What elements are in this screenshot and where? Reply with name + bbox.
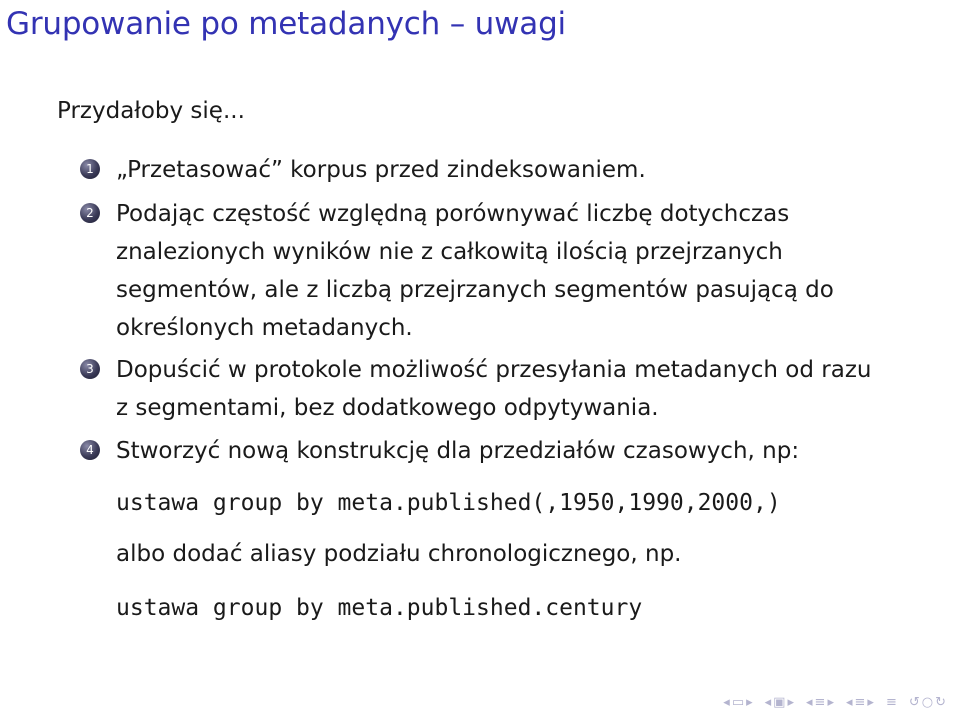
bullet-number-2: 2 bbox=[80, 203, 100, 223]
code-example-1: ustawa group by meta.published(,1950,1990,2000,) bbox=[116, 490, 781, 516]
nav-search-icon[interactable]: ↺ ○ ↻ bbox=[908, 695, 946, 710]
list-item-3-text: Dopuścić w protokole możliwość przesyłania metadanych od razu z segmentami, bez dodatkowego odpytywania. bbox=[116, 357, 872, 421]
nav-frame-icon[interactable]: ◂ ▣ ▸ bbox=[764, 695, 794, 710]
nav-first-icon[interactable]: ◂ ▭ ▸ bbox=[723, 695, 753, 710]
alias-note: albo dodać aliasy podziału chronologicznego, np. bbox=[116, 541, 682, 567]
list-item-4-text: Stworzyć nową konstrukcję dla przedziałów czasowych, np: bbox=[116, 438, 800, 464]
list-item-2-text: Podając częstość względną porównywać liczbę dotychczas znalezionych wyników nie z całkowitą ilością przejrzanych segmentów, ale z liczbą przejrzanych segmentów pasującą do określonych metadanych. bbox=[116, 201, 834, 341]
code-example-2: ustawa group by meta.published.century bbox=[116, 595, 643, 621]
nav-subsection-icon[interactable]: ◂ ≡ ▸ bbox=[806, 695, 834, 710]
bullet-number-1: 1 bbox=[80, 159, 100, 179]
beamer-navigation-bar bbox=[723, 695, 946, 710]
intro-text: Przydałoby się... bbox=[57, 98, 245, 124]
nav-appendix-icon[interactable]: ≡ bbox=[885, 695, 897, 710]
list-item-1-text: „Przetasować” korpus przed zindeksowaniem. bbox=[116, 157, 646, 183]
bullet-number-3: 3 bbox=[80, 359, 100, 379]
frame-title: Grupowanie po metadanych – uwagi bbox=[6, 6, 566, 42]
nav-section-icon[interactable]: ◂ ≡ ▸ bbox=[845, 695, 874, 710]
bullet-number-4: 4 bbox=[80, 440, 100, 460]
